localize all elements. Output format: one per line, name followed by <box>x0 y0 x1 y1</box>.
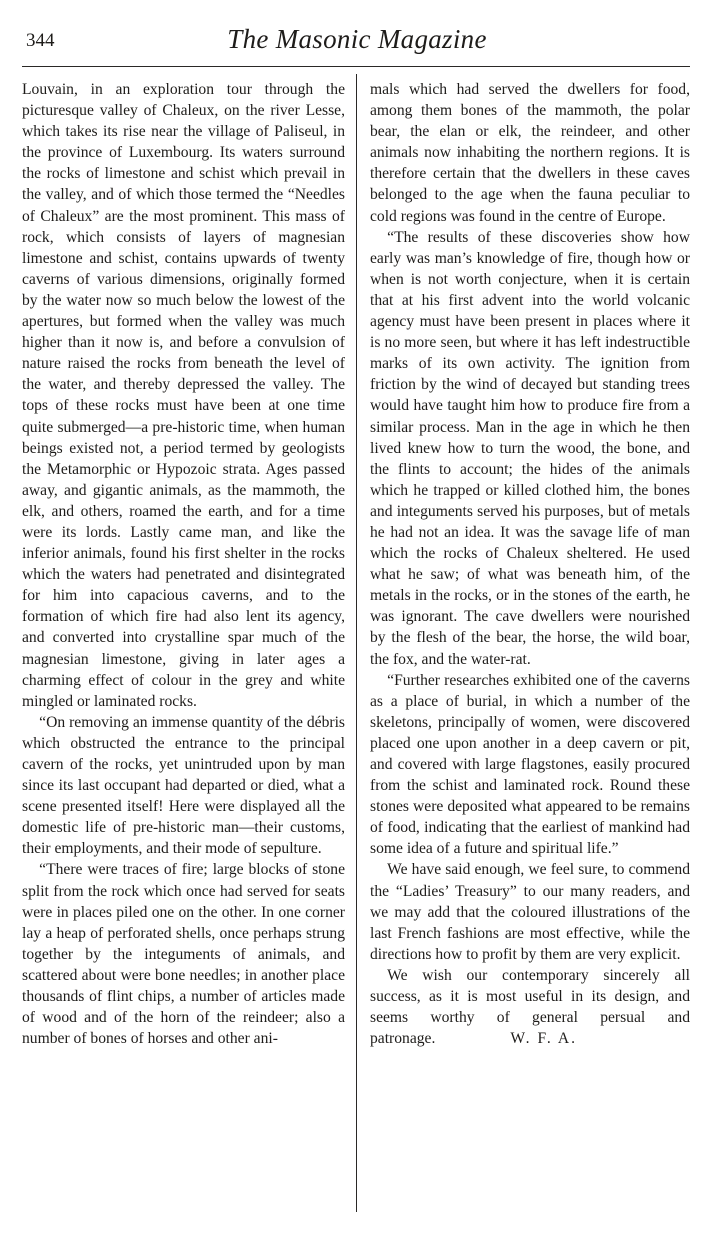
running-title: The Masonic Magazine <box>227 24 487 54</box>
left-column <box>22 79 345 1049</box>
column-divider <box>356 74 357 1212</box>
closing-paragraph <box>370 965 690 1049</box>
paragraph: mals which had served the dwellers for food, among them bones of the mammoth, the polar bear, the elan or elk, the reindeer, and other animals now inhabiting the northern regions. It is therefore certain that the dwellers in these caves belonged to the age when the fauna peculiar to cold regions was found in the centre of Europe. <box>370 81 690 225</box>
paragraph: Louvain, in an exploration tour through the picturesque valley of Chaleux, on the river Lesse, which takes its rise near the village of Paliseul, in the province of Luxembourg. Its waters surround the rocks of limestone and schist which prevail in the valley, and of which those termed the “Needles of Chaleux” are the most prominent. This mass of rock, which consists of layers of magnesian limestone and schist, contains upwards of twenty caverns of various dimensions, originally formed by the water now so much below the lowest of the apertures, but formed when the valley was much higher than it now is, and before a convulsion of nature raised the rocks from beneath the level of the water, and thereby depressed the valley. The tops of these rocks must have been at one time quite submerged—a pre-historic time, when human beings existed not, a period termed by geologists the Metamorphic or Hypozoic strata. Ages passed away, and gigantic animals, as the mammoth, the elk, and others, roamed the earth, and for a time were its lords. Lastly came man, and like the inferior animals, found his first shelter in the rocks which the waters had penetrated and disintegrated for him into capacious caverns, and to the formation of which fire had also lent its agency, and converted into crystalline spar much of the magnesian limestone, giving in later ages a charming effect of colour in the grey and white mingled or laminated rocks. <box>22 81 345 710</box>
paragraph: “On removing an immense quantity of the débris which obstructed the entrance to the principal cavern of the rocks, yet unintruded upon by man since its last occupant had departed or died, what a scene presented itself! Here were displayed all the domestic life of pre-historic man—their customs, their employments, and their mode of sepulture. <box>22 713 345 858</box>
paragraph: “The results of these discoveries show how early was man’s knowledge of fire, though how or when is not worth conjecture, when it is certain that at his first advent into the world volcanic agency must have been present in places where it is no more seen, but where it has left indestructible marks of its own activity. The ignition from friction by the wind of decayed but standing trees would have taught him how to produce fire from a similar process. Man in the age in which he then lived knew how to turn the wood, the bone, and the flints to account; the hides of the animals which he trapped or killed clothed him, the bones and integuments served his purposes, but of metals he had not an idea. It was the savage life of man which the rocks of Chaleux sheltered. He used what he saw; of what was beneath him, of the metals in the rocks, or in the stones of the earth, he was ignorant. The cave dwellers were nourished by the flesh of the bear, the horse, the wild boar, the fox, and the water-rat. <box>370 228 690 668</box>
paragraph: “There were traces of fire; large blocks of stone split from the rock which once had served for seats were in places piled one on the other. In one corner lay a heap of perforated shells, once perhaps strung together by the integuments of animals, and scattered about were bone needles; in another place thousands of flint chips, a number of articles made of wood and of the horn of the reindeer; also a number of bones of horses and other ani- <box>22 861 345 1048</box>
paragraph: We have said enough, we feel sure, to commend the “Ladies’ Treasury” to our many readers, and we may add that the coloured illustrations of the last French fashions are most effective, while the directions how to profit by them are very explicit. <box>370 861 690 963</box>
author-signature: W. F. A. <box>510 1030 577 1048</box>
header-rule <box>22 66 690 67</box>
right-column <box>370 79 690 1049</box>
page-header <box>22 22 692 62</box>
paragraph: “Further researches exhibited one of the caverns as a place of burial, in which a number of the skeletons, principally of women, were discovered placed one upon another in a deep cavern or pit, and covered with large flagstones, easily procured from the schist and laminated rock. Round these stones were deposited what appeared to be remains of food, indicating that the earliest of mankind had some idea of a future and spiritual life.” <box>370 671 690 858</box>
closing-text: We wish our contemporary sincerely all success, as it is most useful in its design, and seems worthy of general persual and patronage. <box>370 966 690 1048</box>
page-number: 344 <box>26 30 55 51</box>
